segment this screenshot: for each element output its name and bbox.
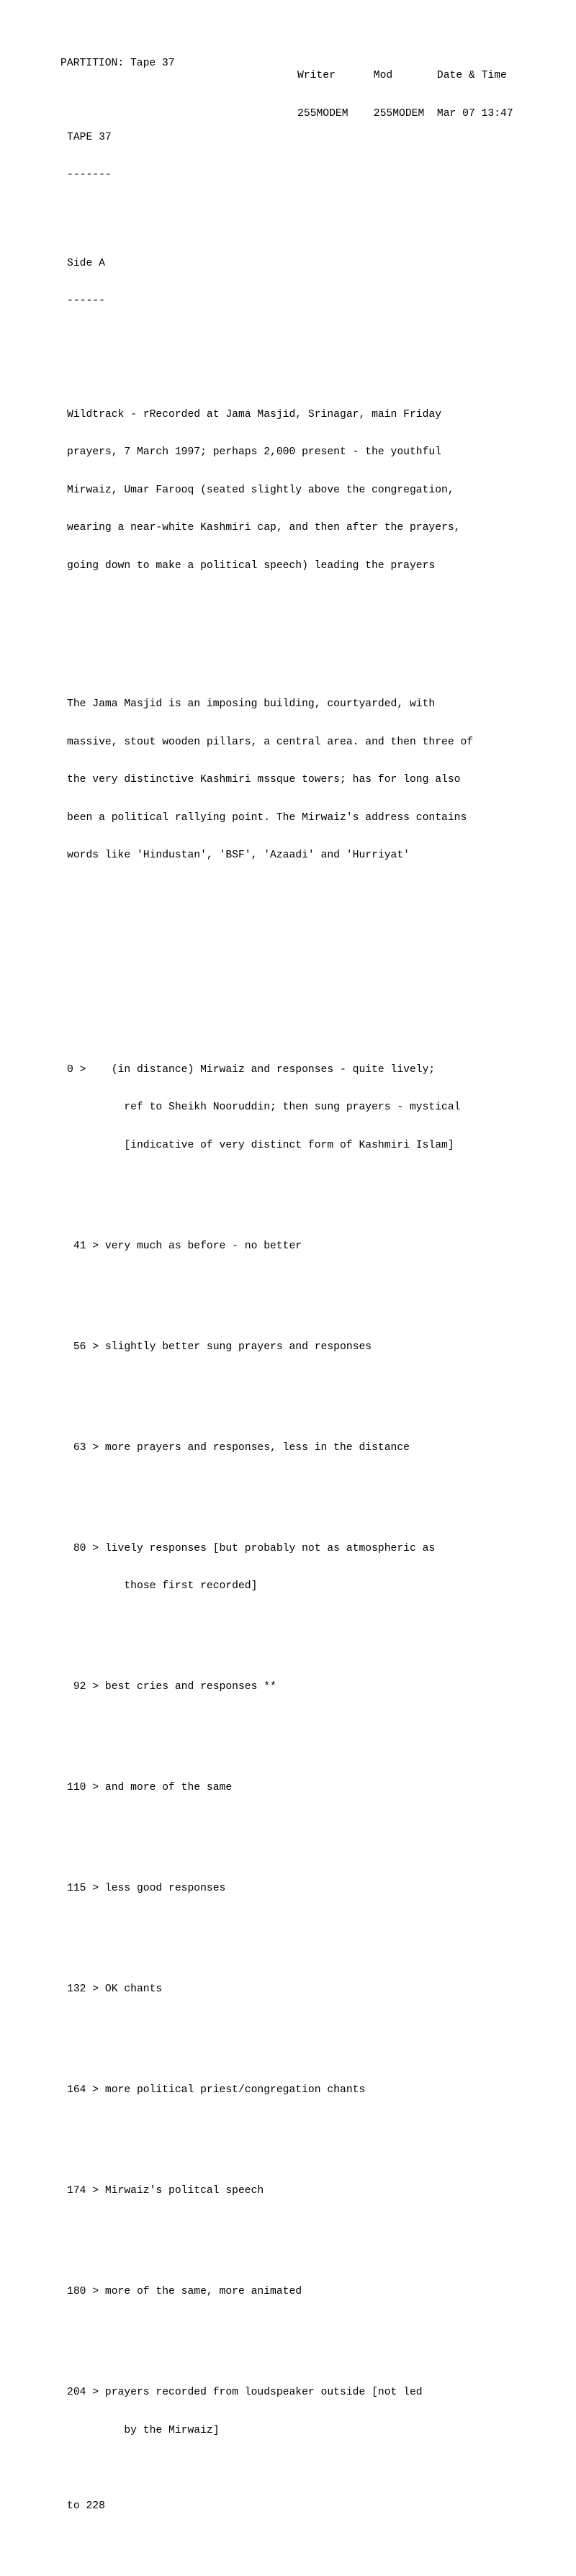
timecode-line: 110 > and more of the same — [67, 1782, 233, 1793]
paragraph-line: prayers, 7 March 1997; perhaps 2,000 present - the youthful — [67, 446, 442, 458]
timecode-line: 80 > lively responses [but probably not as atmospheric as — [67, 1542, 436, 1554]
document-body — [67, 94, 473, 2576]
timecode-line: 92 > best cries and responses ** — [67, 1681, 276, 1693]
timecode-entry — [67, 1039, 473, 1178]
document-header — [60, 45, 576, 120]
paragraph-location — [67, 673, 473, 888]
timecode-log — [67, 1001, 473, 2551]
spacer — [67, 950, 473, 963]
timecode-entry — [67, 2059, 473, 2122]
timecode-line: 41 > very much as before - no better — [67, 1240, 302, 1252]
timecode-line: 56 > slightly better sung prayers and responses — [67, 1341, 372, 1353]
paragraph-line: massive, stout wooden pillars, a central area. and then three of — [67, 736, 474, 748]
spacer — [67, 333, 473, 346]
spacer — [67, 623, 473, 636]
timecode-line: those first recorded] — [67, 1580, 258, 1592]
timecode-end-line: to 228 — [67, 2500, 105, 2512]
paragraph-line: the very distinctive Kashmiri mssque towers; has for long also — [67, 774, 461, 785]
paragraph-line: The Jama Masjid is an imposing building, courtyarded, with — [67, 698, 436, 710]
timecode-line: by the Mirwaiz] — [67, 2424, 220, 2436]
timecode-entry — [67, 1417, 473, 1480]
timecode-entry — [67, 1656, 473, 1719]
timecode-entry — [67, 1215, 473, 1279]
timecode-line: 63 > more prayers and responses, less in the distance — [67, 1441, 410, 1454]
paragraph-line: going down to make a political speech) leading the prayers — [67, 559, 436, 572]
partition-label: PARTITION: Tape 37 — [60, 57, 175, 69]
side-rule: ------ — [67, 295, 105, 307]
spacer — [67, 913, 473, 926]
side-label: Side A — [67, 257, 105, 269]
timecode-line: 115 > less good responses — [67, 1883, 226, 1894]
timecode-entry — [67, 1757, 473, 1820]
tape-title-rule: ------- — [67, 169, 112, 181]
timecode-line: 0 > (in distance) Mirwaiz and responses - quite lively; — [67, 1063, 436, 1076]
tape-title: TAPE 37 — [67, 131, 112, 143]
timecode-line: 132 > OK chants — [67, 1983, 163, 1995]
timecode-line: ref to Sheikh Nooruddin; then sung prayers - mystical — [67, 1102, 461, 1113]
header-column-titles: Writer Mod Date & Time — [297, 70, 507, 81]
timecode-entry — [67, 1316, 473, 1379]
timecode-entry — [67, 1958, 473, 2022]
paragraph-line: words like 'Hindustan', 'BSF', 'Azaadi' and 'Hurriyat' — [67, 850, 410, 861]
paragraph-description — [67, 384, 473, 598]
timecode-line: 204 > prayers recorded from loudspeaker outside [not led — [67, 2387, 423, 2398]
paragraph-line: been a political rallying point. The Mirwaiz's address contains — [67, 811, 467, 824]
timecode-line: 164 > more political priest/congregation chants — [67, 2084, 366, 2096]
timecode-entry — [67, 1518, 473, 1618]
timecode-line: 180 > more of the same, more animated — [67, 2286, 302, 2297]
timecode-entry — [67, 2361, 473, 2462]
paragraph-line: Wildtrack - rRecorded at Jama Masjid, Srinagar, main Friday — [67, 408, 442, 420]
timecode-line: [indicative of very distinct form of Kashmiri Islam] — [67, 1139, 454, 1151]
paragraph-line: Mirwaiz, Umar Farooq (seated slightly above the congregation, — [67, 484, 454, 496]
timecode-line: 174 > Mirwaiz's politcal speech — [67, 2185, 264, 2197]
spacer — [67, 207, 473, 220]
paragraph-line: wearing a near-white Kashmiri cap, and then after the prayers, — [67, 522, 461, 533]
header-column-values: 255MODEM 255MODEM Mar 07 13:47 — [297, 107, 513, 120]
timecode-entry — [67, 1857, 473, 1921]
timecode-entry — [67, 2261, 473, 2324]
timecode-entry — [67, 2160, 473, 2223]
